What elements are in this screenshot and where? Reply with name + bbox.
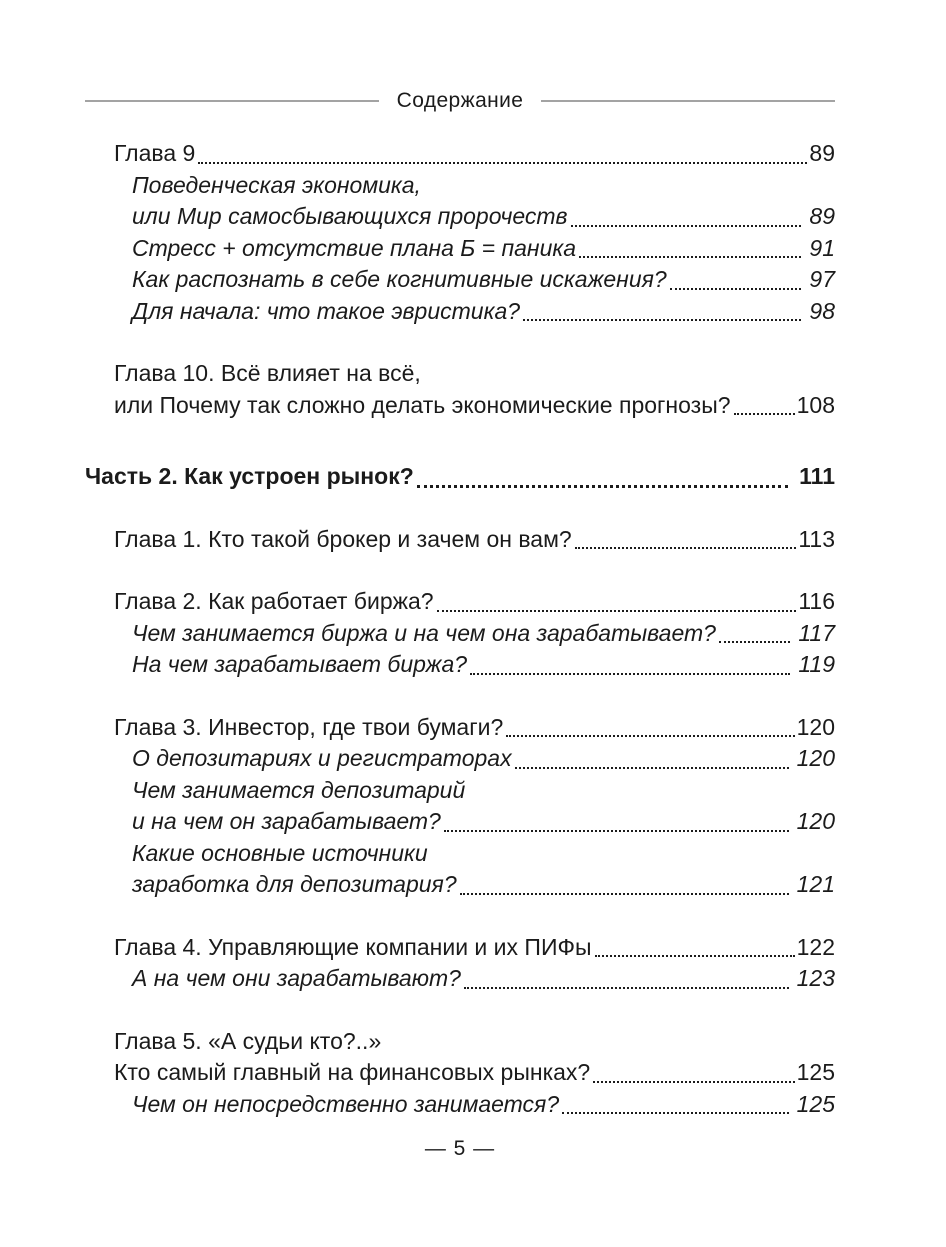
toc-entry-text: заработка для депозитария? bbox=[132, 871, 457, 897]
toc-entry bbox=[85, 869, 835, 901]
toc-entry bbox=[85, 296, 835, 328]
toc-entry bbox=[85, 743, 835, 775]
dot-leader bbox=[198, 162, 807, 164]
toc-page-number: 89 bbox=[809, 203, 835, 229]
toc-entry-text: Какие основные источники bbox=[132, 839, 428, 866]
toc-entry bbox=[85, 838, 835, 870]
toc-entry-text: Чем занимается биржа и на чем она зарабатывает? bbox=[132, 619, 716, 646]
toc-entry-text: Часть 2. Как устроен рынок? bbox=[85, 463, 414, 489]
dot-leader bbox=[417, 485, 788, 488]
toc-page-number: 119 bbox=[798, 651, 835, 677]
header-rule-left bbox=[85, 100, 379, 102]
toc-entry-text: Глава 2. Как работает биржа? bbox=[114, 588, 434, 614]
dot-leader bbox=[734, 413, 795, 415]
toc-page-number: 120 bbox=[796, 808, 835, 834]
toc-entry-text: Глава 10. Всё влияет на всё, bbox=[114, 360, 421, 386]
toc-page-number: 123 bbox=[796, 965, 835, 991]
toc-entry bbox=[85, 233, 835, 265]
dot-leader bbox=[579, 256, 801, 258]
toc-entry-text: Кто самый главный на финансовых рынках? bbox=[114, 1059, 591, 1085]
toc-page-number: 121 bbox=[796, 871, 835, 897]
toc-entry bbox=[85, 524, 835, 556]
toc-entry bbox=[85, 1089, 835, 1121]
toc-entry-text: Поведенческая экономика, bbox=[132, 171, 421, 198]
toc-entry-text: Чем он непосредственно занимается? bbox=[132, 1090, 560, 1117]
contents-header bbox=[85, 88, 835, 114]
toc-entry bbox=[85, 806, 835, 838]
dot-leader bbox=[437, 610, 797, 612]
toc-entry bbox=[85, 712, 835, 744]
toc-page-number: 125 bbox=[796, 1059, 835, 1085]
toc-entry bbox=[85, 775, 835, 807]
toc-entry-text: Как распознать в себе когнитивные искажения? bbox=[132, 266, 667, 292]
dot-leader bbox=[670, 288, 802, 290]
page-number: — 5 — bbox=[424, 1137, 496, 1160]
toc-page-number: 91 bbox=[809, 234, 835, 261]
toc-entry bbox=[85, 201, 835, 233]
toc-page-number: 108 bbox=[796, 391, 835, 418]
toc-entry-text: или Мир самосбывающихся пророчеств bbox=[132, 203, 568, 229]
dot-leader bbox=[460, 893, 789, 895]
toc-entry-text: О депозитариях и регистраторах bbox=[132, 745, 512, 771]
toc-entry bbox=[85, 170, 835, 202]
header-rule-right bbox=[541, 100, 835, 102]
toc-entry bbox=[85, 138, 835, 170]
toc-entry-text: Глава 1. Кто такой брокер и зачем он вам? bbox=[114, 525, 572, 552]
toc-entry-text: На чем зарабатывает биржа? bbox=[132, 651, 468, 677]
dot-leader bbox=[444, 830, 789, 832]
toc-entry bbox=[85, 586, 835, 618]
toc-entry bbox=[85, 963, 835, 995]
dot-leader bbox=[595, 955, 795, 957]
toc-entry bbox=[85, 1026, 835, 1058]
toc-entry bbox=[85, 461, 835, 493]
dot-leader bbox=[593, 1081, 794, 1083]
toc-entry-text: А на чем они зарабатывают? bbox=[132, 965, 461, 991]
toc-entry-text: Глава 5. «А судьи кто?..» bbox=[114, 1027, 382, 1054]
toc-entry bbox=[85, 358, 835, 390]
toc-entry bbox=[85, 932, 835, 964]
dot-leader bbox=[523, 319, 801, 321]
toc-page-number: 116 bbox=[798, 588, 835, 614]
toc-page-number: 122 bbox=[796, 933, 835, 960]
toc-page-number: 89 bbox=[809, 140, 835, 166]
toc-page-number: 120 bbox=[796, 713, 835, 740]
dot-leader bbox=[464, 987, 789, 989]
toc-entry-text: Чем занимается депозитарий bbox=[132, 776, 466, 803]
toc-entry bbox=[85, 649, 835, 681]
dot-leader bbox=[719, 641, 790, 643]
table-of-contents bbox=[85, 138, 835, 1120]
dot-leader bbox=[571, 225, 802, 227]
dot-leader bbox=[562, 1112, 788, 1114]
toc-entry bbox=[85, 264, 835, 296]
toc-page-number: 125 bbox=[796, 1090, 835, 1117]
toc-entry-text: и на чем он зарабатывает? bbox=[132, 808, 441, 834]
toc-page-number: 113 bbox=[798, 525, 835, 552]
toc-entry-text: Для начала: что такое эвристика? bbox=[132, 297, 521, 324]
dot-leader bbox=[515, 767, 789, 769]
dot-leader bbox=[470, 673, 790, 675]
toc-entry-text: Глава 4. Управляющие компании и их ПИФы bbox=[114, 933, 592, 960]
toc-entry-text: Глава 9 bbox=[114, 140, 196, 166]
toc-entry bbox=[85, 390, 835, 422]
dot-leader bbox=[506, 735, 794, 737]
page-title: Содержание bbox=[396, 89, 524, 112]
toc-entry bbox=[85, 618, 835, 650]
page-footer bbox=[85, 1137, 835, 1161]
toc-page-number: 120 bbox=[796, 745, 835, 771]
toc-page-number: 111 bbox=[799, 463, 835, 489]
toc-page-number: 117 bbox=[798, 619, 835, 646]
toc-entry-text: или Почему так сложно делать экономические прогнозы? bbox=[114, 391, 731, 418]
toc-page-number: 97 bbox=[809, 266, 835, 292]
toc-entry-text: Стресс + отсутствие плана Б = паника bbox=[132, 234, 577, 261]
toc-entry bbox=[85, 1057, 835, 1089]
dot-leader bbox=[575, 547, 797, 549]
toc-page-number: 98 bbox=[809, 297, 835, 324]
toc-entry-text: Глава 3. Инвестор, где твои бумаги? bbox=[114, 713, 504, 740]
